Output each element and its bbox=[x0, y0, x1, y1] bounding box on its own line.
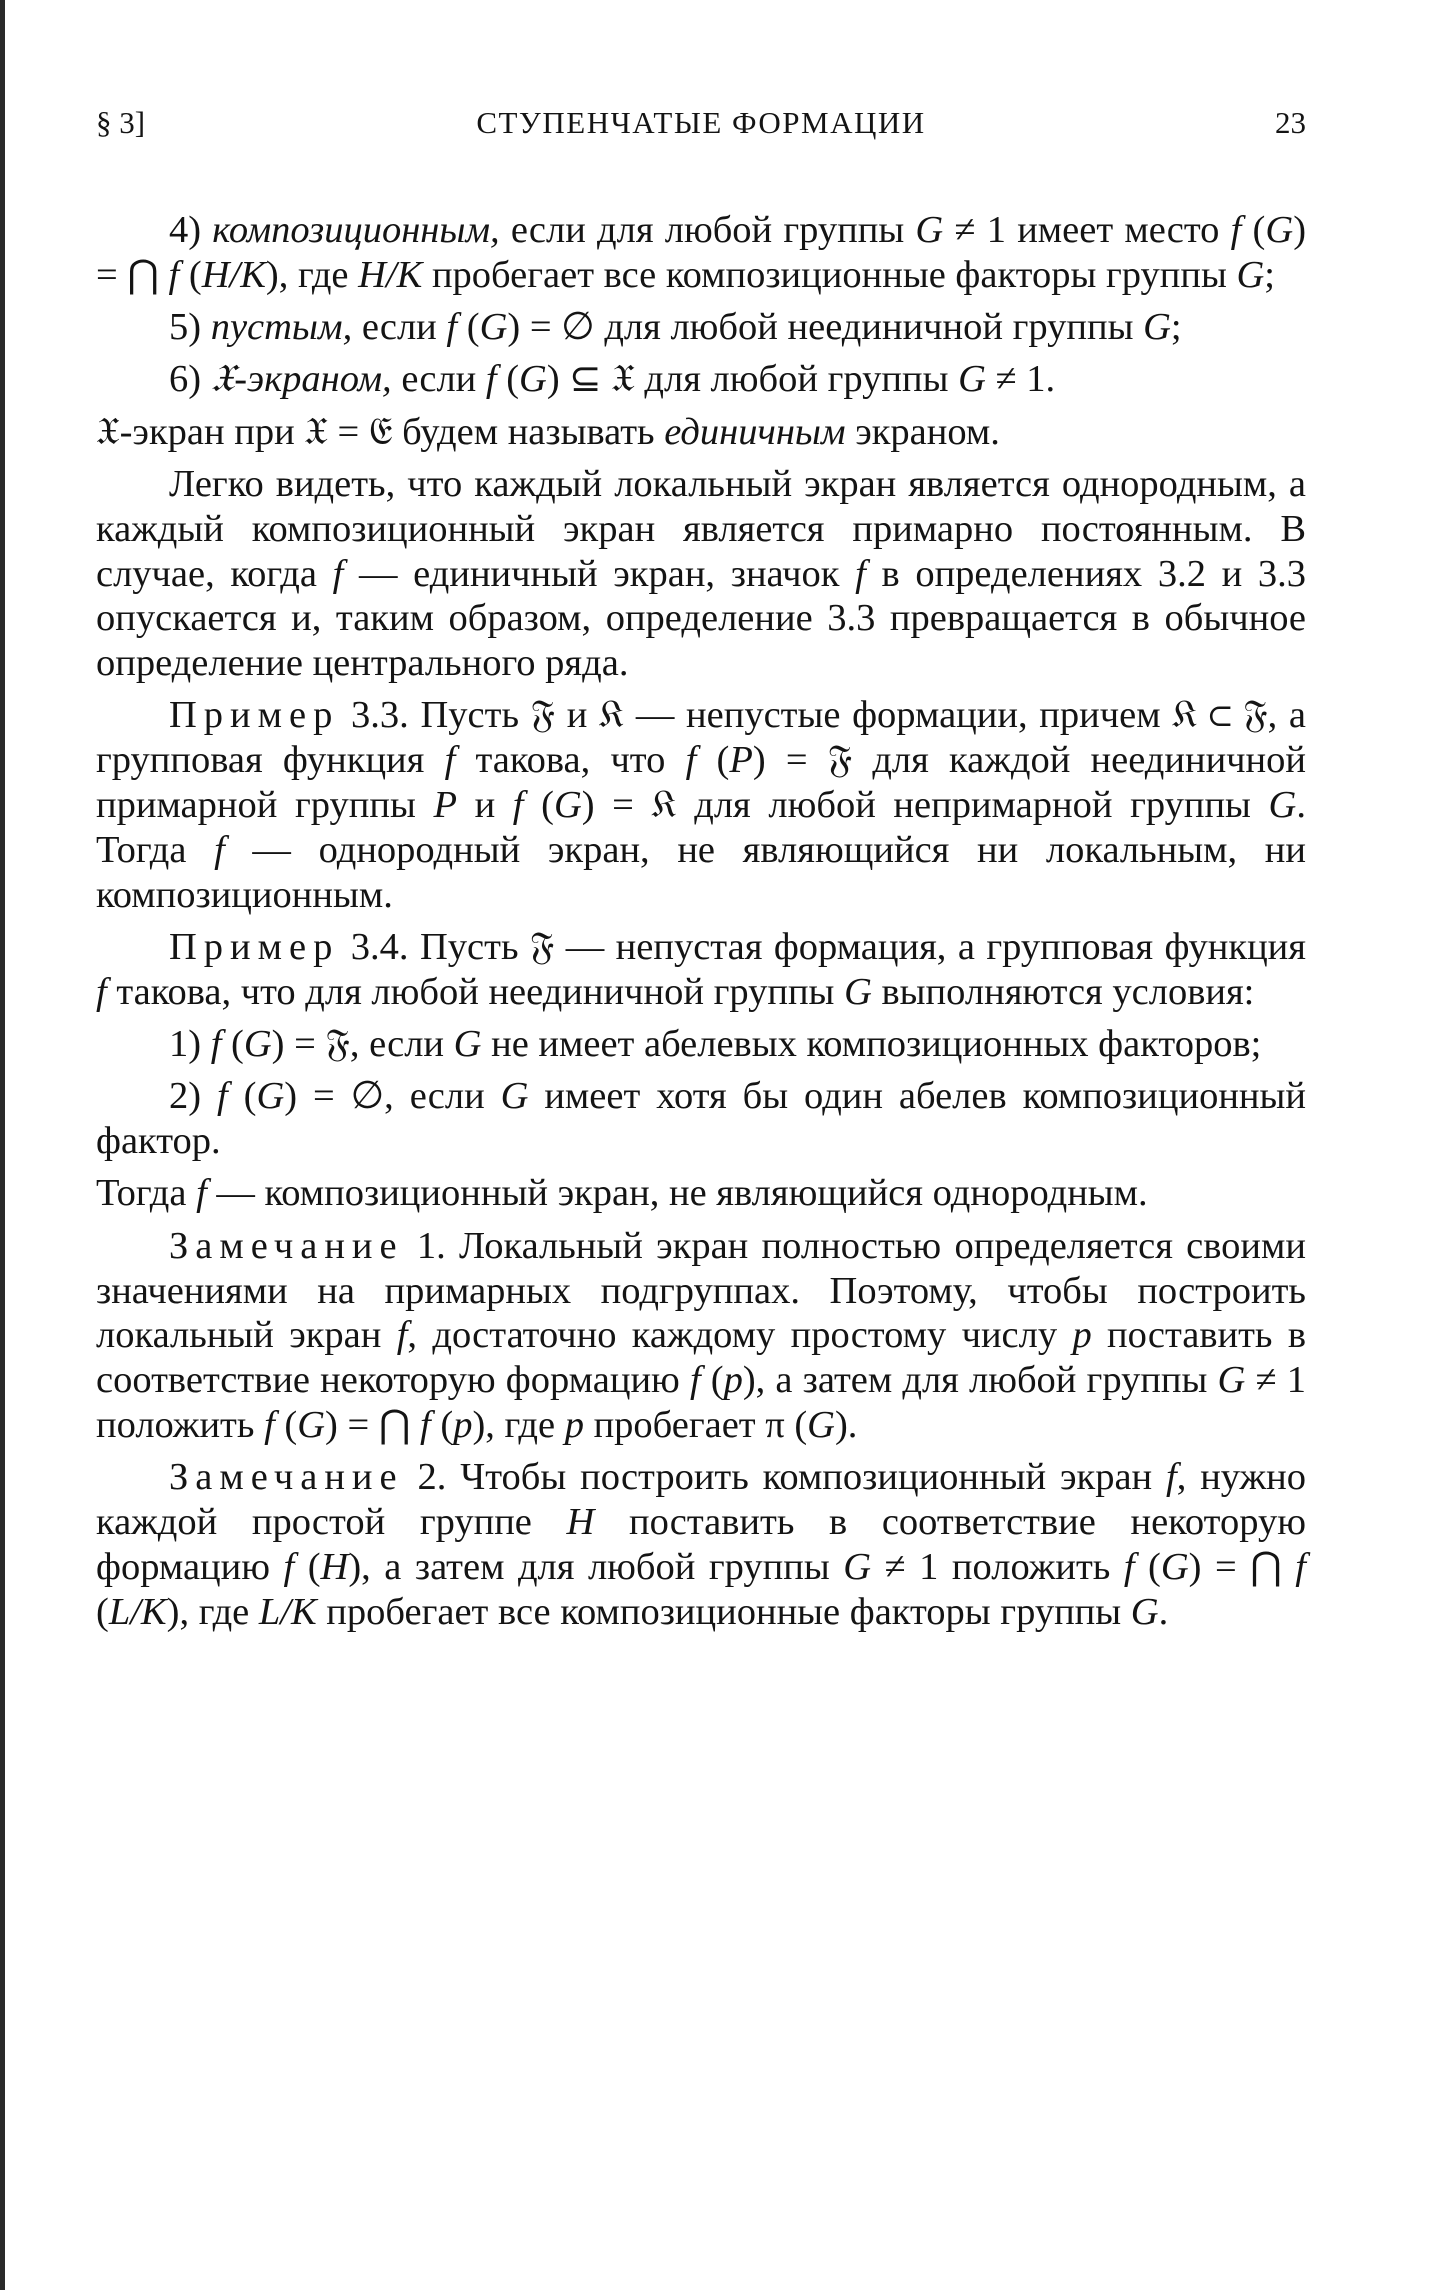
text-run: в определениях 3.2 и 3.3 опускается и, таким образом, определение 3.3 превращается в обычное определение центрального ряда. bbox=[96, 552, 1307, 685]
text-run: ( bbox=[700, 1359, 724, 1402]
text-run: Тогда bbox=[96, 1172, 197, 1215]
list-item bbox=[96, 305, 1306, 350]
text-run: G bbox=[297, 1403, 326, 1446]
paragraph bbox=[96, 1171, 1306, 1216]
text-run: 6) bbox=[169, 358, 211, 401]
text-run: , нужно каждой простой группе bbox=[96, 1456, 1306, 1544]
page-edge-shadow bbox=[0, 0, 5, 2290]
text-run: пустым, bbox=[210, 306, 353, 349]
text-run: ), где bbox=[472, 1403, 565, 1446]
text-run: G bbox=[500, 1075, 529, 1118]
text-run: ( bbox=[294, 1545, 321, 1588]
text-run: f bbox=[512, 784, 524, 827]
text-run: ( bbox=[1241, 209, 1266, 251]
text-run: Легко видеть, что каждый локальный экран является однородным, а каждый композиционный экран является примарно постоянным. В случае, когда bbox=[96, 462, 1306, 595]
text-run: поставить в соответствие некоторую формацию bbox=[96, 1501, 1306, 1588]
text-run: ), где bbox=[166, 1590, 259, 1633]
spaced-heading: Пример bbox=[169, 694, 340, 737]
text-run: f bbox=[685, 739, 697, 782]
text-run: ( bbox=[274, 1403, 298, 1446]
text-run: ) = 𝔉, если bbox=[271, 1023, 454, 1066]
text-run: G bbox=[1160, 1545, 1189, 1588]
paragraph bbox=[96, 462, 1306, 686]
text-run: выполняются условия: bbox=[871, 970, 1255, 1013]
text-run: пробегает все композиционные факторы группы bbox=[316, 1590, 1131, 1633]
text-run: единичным bbox=[664, 410, 846, 453]
text-run: G bbox=[453, 1023, 482, 1066]
text-run: p bbox=[723, 1359, 743, 1402]
text-run: G bbox=[243, 1023, 272, 1066]
text-run: ; bbox=[1264, 253, 1275, 296]
text-run: p bbox=[1072, 1314, 1092, 1357]
text-run: f bbox=[217, 1075, 228, 1118]
text-run: — однородный экран, не являющийся ни локальным, ни композиционным. bbox=[96, 828, 1306, 916]
text-run: ( bbox=[1134, 1545, 1161, 1588]
spaced-heading: Замечание bbox=[169, 1224, 404, 1267]
text-run: f bbox=[1295, 1545, 1306, 1588]
text-run: f bbox=[196, 1172, 207, 1215]
text-run: . Тогда bbox=[96, 784, 1306, 871]
text-run: ) = ⋂ bbox=[1188, 1545, 1296, 1588]
spaced-heading: Замечание bbox=[169, 1456, 404, 1499]
text-run: 2) bbox=[169, 1075, 217, 1118]
text-run: H bbox=[566, 1501, 595, 1544]
text-run: G bbox=[1217, 1359, 1246, 1402]
text-run: G bbox=[844, 970, 872, 1013]
text-run: ≠ 1 положить bbox=[96, 1359, 1306, 1446]
text-run: если bbox=[391, 358, 486, 401]
running-title: СТУПЕНЧАТЫЕ ФОРМАЦИИ bbox=[476, 105, 926, 140]
text-run: ≠ 1 положить bbox=[871, 1545, 1124, 1588]
text-run: G bbox=[519, 358, 547, 401]
list-item bbox=[96, 1074, 1306, 1164]
text-run: 3.4. Пусть 𝔉 — непустая формация, а групповая функция bbox=[339, 925, 1306, 968]
text-run: ) = ∅, если bbox=[284, 1075, 501, 1118]
text-run: имеет хотя бы один абелев композиционный фактор. bbox=[96, 1075, 1306, 1163]
text-run: f bbox=[396, 1314, 408, 1357]
text-run: такова, что bbox=[455, 739, 686, 782]
text-run: 3.3. Пусть 𝔉 и 𝔎 — непустые формации, причем 𝔎 ⊂ 𝔉, а групповая функция bbox=[96, 694, 1306, 782]
text-run: f bbox=[485, 358, 497, 401]
text-run: ( bbox=[696, 739, 730, 782]
text-run: f bbox=[168, 253, 180, 296]
running-header bbox=[96, 105, 1306, 153]
text-run: G bbox=[256, 1075, 285, 1118]
text-run: ( bbox=[496, 358, 520, 401]
text-run: f bbox=[1166, 1456, 1177, 1499]
text-run: , достаточно каждому простому числу bbox=[407, 1314, 1073, 1357]
text-run: 𝔛-экран при 𝔛 = 𝔈 будем называть bbox=[96, 410, 665, 453]
text-run: G bbox=[1130, 1590, 1159, 1633]
text-run: ), а затем для любой группы bbox=[348, 1545, 844, 1588]
paragraph bbox=[96, 1455, 1306, 1634]
text-run: G bbox=[958, 358, 986, 401]
text-run: 4) bbox=[169, 209, 213, 251]
text-run: ( bbox=[227, 1075, 257, 1118]
text-run: f bbox=[214, 828, 225, 871]
text-run: f bbox=[855, 552, 866, 595]
list-item bbox=[96, 208, 1306, 298]
text-run: G bbox=[1236, 253, 1265, 296]
text-run: L/K bbox=[108, 1590, 167, 1633]
list-item bbox=[96, 357, 1306, 402]
text-run: — единичный экран, значок bbox=[343, 552, 856, 595]
text-run: G bbox=[553, 784, 582, 827]
text-run: G bbox=[1265, 209, 1294, 251]
text-run: ( bbox=[523, 784, 554, 827]
text-run: 1) bbox=[169, 1023, 211, 1066]
text-run: G bbox=[1268, 784, 1297, 827]
text-run: ( bbox=[457, 306, 480, 349]
text-run: 1. Локальный экран полностью определяется своими значениями на примарных подгруппах. Поэтому, чтобы построить локальный экран bbox=[96, 1224, 1306, 1357]
text-run: p bbox=[564, 1403, 584, 1446]
text-run: P bbox=[433, 784, 457, 827]
text-run: 𝔛-экраном, bbox=[210, 358, 392, 401]
paragraph bbox=[96, 1224, 1306, 1448]
text-run: G bbox=[479, 306, 508, 349]
text-run: f bbox=[444, 739, 456, 782]
text-run: 2. Чтобы построить композиционный экран bbox=[403, 1456, 1166, 1499]
text-run: ( bbox=[96, 1590, 109, 1633]
text-run: ≠ 1 имеет место bbox=[943, 209, 1231, 251]
text-run: H bbox=[320, 1545, 349, 1588]
text-run: f bbox=[283, 1545, 295, 1588]
text-run: G bbox=[1143, 306, 1171, 349]
text-run: f bbox=[1123, 1545, 1135, 1588]
text-run: ) ⊆ 𝔛 для любой группы bbox=[546, 358, 959, 401]
spaced-heading: Пример bbox=[169, 925, 340, 968]
text-run: пробегает π ( bbox=[583, 1403, 808, 1446]
text-run: пробегает все композиционные факторы группы bbox=[422, 253, 1237, 296]
text-run: P bbox=[729, 739, 753, 782]
text-run: f bbox=[210, 1023, 222, 1066]
text-run: G bbox=[843, 1545, 872, 1588]
text-run: ) = ∅ для любой неединичной группы bbox=[507, 306, 1144, 349]
text-run: — композиционный экран, не являющийся однородным. bbox=[206, 1172, 1148, 1215]
text-run: H/K bbox=[201, 253, 266, 296]
text-run: ). bbox=[834, 1403, 858, 1446]
text-run: H/K bbox=[358, 253, 423, 296]
text-run: ( bbox=[430, 1403, 454, 1446]
text-run: ) = 𝔉 для каждой неединичной примарной группы bbox=[96, 739, 1306, 827]
list-item bbox=[96, 1022, 1306, 1067]
text-run: и bbox=[456, 784, 513, 827]
paragraph bbox=[96, 693, 1306, 917]
text-run: если bbox=[352, 306, 447, 349]
text-run: ) = ⋂ bbox=[96, 209, 1307, 296]
text-run: ( bbox=[221, 1023, 244, 1066]
text-run: ), а затем для любой группы bbox=[742, 1359, 1218, 1402]
text-run: G bbox=[915, 209, 944, 251]
text-run: ), где bbox=[265, 253, 359, 296]
text-run: f bbox=[420, 1403, 431, 1446]
page-number: 23 bbox=[1275, 105, 1306, 140]
paragraph bbox=[96, 925, 1306, 1015]
text-run: если для любой группы bbox=[499, 209, 916, 251]
text-run: такова, что для любой неединичной группы bbox=[106, 970, 845, 1013]
text-run: поставить в соответствие некоторую формацию bbox=[96, 1314, 1307, 1402]
page-body bbox=[96, 208, 1306, 1642]
text-run: . bbox=[1158, 1590, 1169, 1633]
text-run: G bbox=[807, 1403, 835, 1446]
text-run: ) = 𝔎 для любой непримарной группы bbox=[581, 784, 1269, 827]
text-run: ; bbox=[1170, 306, 1182, 349]
text-run: f bbox=[446, 306, 458, 349]
text-run: композиционным, bbox=[212, 209, 500, 251]
text-run: L/K bbox=[258, 1590, 317, 1633]
text-run: ≠ 1. bbox=[985, 358, 1056, 401]
text-run: ) = ⋂ bbox=[325, 1403, 421, 1446]
text-run: p bbox=[453, 1403, 473, 1446]
text-run: 5) bbox=[169, 306, 211, 349]
text-run: f bbox=[689, 1359, 701, 1402]
text-run: f bbox=[1230, 209, 1242, 251]
text-run: f bbox=[96, 970, 107, 1013]
text-run: не имеет абелевых композиционных факторов; bbox=[481, 1023, 1262, 1066]
text-run: ( bbox=[179, 253, 202, 296]
paragraph bbox=[96, 410, 1306, 455]
text-run: f bbox=[332, 552, 344, 595]
text-run: экраном. bbox=[845, 410, 1000, 453]
section-number: § 3] bbox=[96, 105, 146, 140]
text-run: f bbox=[264, 1403, 275, 1446]
